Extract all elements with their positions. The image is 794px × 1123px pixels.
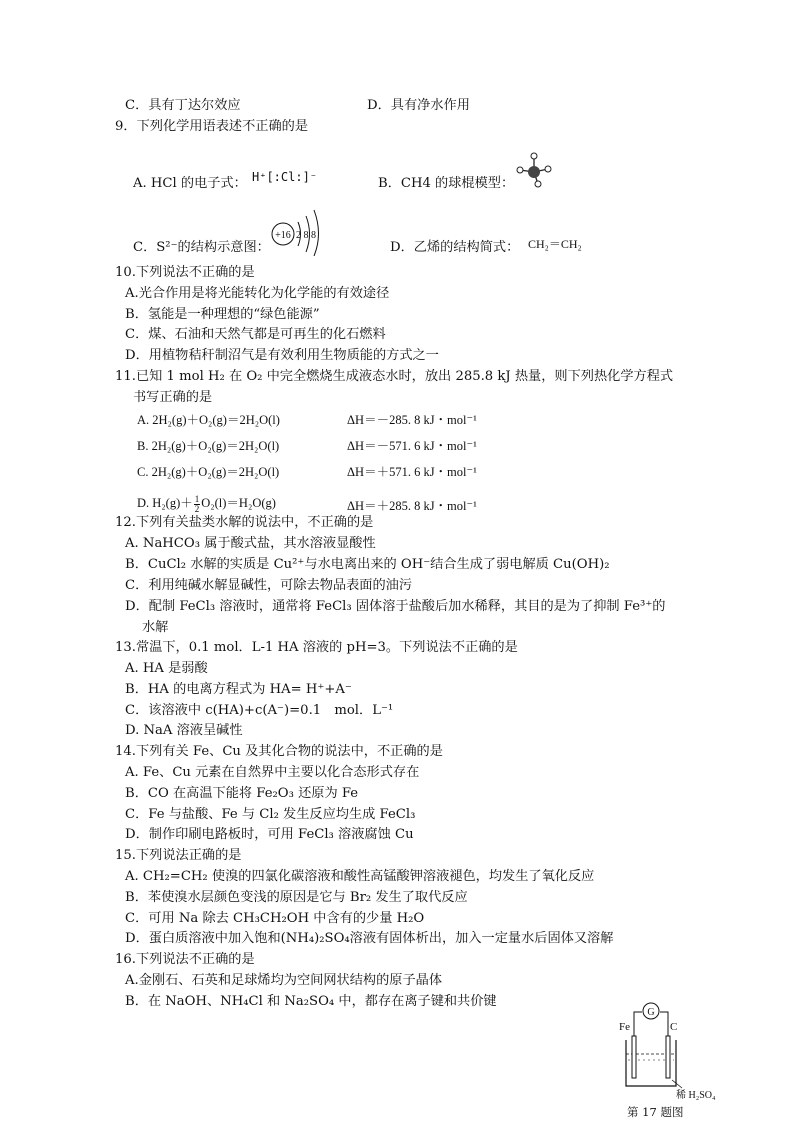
- c-electrode-label: C: [670, 1021, 678, 1033]
- q15-option-b: B．苯使溴水层颜色变浅的原因是它与 Br₂ 发生了取代反应: [125, 890, 468, 905]
- fe-electrode-label: Fe: [619, 1021, 630, 1033]
- q8-option-d: D．具有净水作用: [367, 98, 470, 113]
- q17-figure-caption: 第 17 题图: [627, 1105, 684, 1119]
- q9-option-b: B．CH4 的球棍模型：: [378, 176, 515, 191]
- q17-galvanic-cell-figure: [612, 998, 724, 1108]
- q11-stem-line1: 11.已知 1 mol H₂ 在 O₂ 中完全燃烧生成液态水时，放出 285.8 kJ 热量，则下列热化学方程式: [115, 369, 674, 384]
- q12-option-a: A. NaHCO₃ 属于酸式盐，其水溶液显酸性: [125, 536, 376, 551]
- q12-option-b: B．CuCl₂ 水解的实质是 Cu²⁺与水电离出来的 OH⁻结合生成了弱电解质 Cu(OH)₂: [125, 557, 610, 572]
- q14-option-d: D．制作印刷电路板时，可用 FeCl₃ 溶液腐蚀 Cu: [125, 827, 414, 842]
- q15-option-a: A. CH₂=CH₂ 使溴的四氯化碳溶液和酸性高锰酸钾溶液褪色，均发生了氧化反应: [125, 869, 595, 884]
- q15-stem: 15.下列说法正确的是: [115, 848, 242, 863]
- q13-stem: 13.常温下，0.1 mol．L-1 HA 溶液的 pH=3。下列说法不正确的是: [115, 640, 518, 655]
- q16-option-a: A.金刚石、石英和足球烯均为空间网状结构的原子晶体: [125, 973, 443, 988]
- q11-option-b-enthalpy: ΔH＝－571. 6 kJ・mol⁻¹: [347, 439, 477, 453]
- q10-option-c: C．煤、石油和天然气都是可再生的化石燃料: [125, 327, 386, 342]
- q11-option-d-equation: [137, 493, 276, 514]
- q13-option-d: D. NaA 溶液呈碱性: [125, 723, 243, 738]
- q12-option-c: C．利用纯碱水解显碱性，可除去物品表面的油污: [125, 578, 413, 593]
- q13-option-a: A. HA 是弱酸: [125, 661, 208, 676]
- q9-option-a: A. HCl 的电子式：: [133, 176, 247, 191]
- q9-ethylene-formula: CH₂＝CH₂: [528, 237, 582, 251]
- q10-option-b: B．氢能是一种理想的“绿色能源”: [125, 307, 320, 322]
- q11-option-a-enthalpy: ΔH＝－285. 8 kJ・mol⁻¹: [347, 413, 477, 427]
- s2-ion-structure-diagram: [268, 204, 330, 256]
- q9-hcl-electron-formula: H⁺[:Cl:]⁻: [252, 170, 318, 184]
- q9-stem: 9．下列化学用语表述不正确的是: [115, 119, 309, 134]
- q10-option-d: D．用植物秸秆制沼气是有效利用生物质能的方式之一: [125, 348, 439, 363]
- q9-option-d: D．乙烯的结构简式：: [390, 240, 520, 255]
- q11-option-b-equation: B. 2H₂(g)＋O₂(g)＝2H₂O(l): [137, 439, 280, 453]
- q10-option-a: A.光合作用是将光能转化为化学能的有效途径: [125, 286, 390, 301]
- c-electrode: [666, 1036, 670, 1078]
- q11-option-c-equation: C. 2H₂(g)＋O₂(g)＝2H₂O(l): [137, 465, 280, 479]
- q9-option-c: C．S²⁻的结构示意图：: [133, 240, 270, 255]
- q11-stem-line2: 书写正确的是: [133, 390, 213, 405]
- q14-option-a: A. Fe、Cu 元素在自然界中主要以化合态形式存在: [125, 765, 420, 780]
- q14-stem: 14.下列有关 Fe、Cu 及其化合物的说法中，不正确的是: [115, 744, 443, 759]
- dilute-sulfuric-acid-label: 稀 H₂SO₄: [676, 1090, 716, 1101]
- q11-option-d-left: D. H₂(g)＋: [137, 496, 193, 510]
- q16-stem: 16.下列说法不正确的是: [115, 952, 255, 967]
- q12-option-d-line1: D．配制 FeCl₃ 溶液时，通常将 FeCl₃ 固体溶于盐酸后加水稀释，其目的是为了抑制 Fe³⁺的: [125, 599, 666, 614]
- q14-option-c: C．Fe 与盐酸、Fe 与 Cl₂ 发生反应均生成 FeCl₃: [125, 807, 416, 822]
- q12-stem: 12.下列有关盐类水解的说法中，不正确的是: [115, 515, 374, 530]
- ch4-ball-stick-model-icon: [514, 150, 554, 190]
- q11-option-c-enthalpy: ΔH＝＋571. 6 kJ・mol⁻¹: [347, 465, 477, 479]
- q14-option-b: B．CO 在高温下能将 Fe₂O₃ 还原为 Fe: [125, 786, 359, 801]
- s2-shell-counts: 2 8 8: [296, 230, 316, 241]
- fraction-denominator: 2: [194, 503, 200, 514]
- q10-stem: 10.下列说法不正确的是: [115, 265, 255, 280]
- q15-option-c: C．可用 Na 除去 CH₃CH₂OH 中含有的少量 H₂O: [125, 911, 425, 926]
- q11-option-a-equation: A. 2H₂(g)＋O₂(g)＝2H₂O(l): [137, 413, 280, 427]
- q15-option-d: D．蛋白质溶液中加入饱和(NH₄)₂SO₄溶液有固体析出，加入一定量水后固体又溶解: [125, 931, 614, 946]
- s2-nucleus-label: +16: [275, 230, 291, 241]
- q11-option-d-right: O₂(l)＝H₂O(g): [201, 496, 276, 510]
- half-fraction: [194, 495, 201, 514]
- q13-option-c: C．该溶液中 c(HA)+c(A⁻)=0.1 mol．L⁻¹: [125, 703, 394, 718]
- q16-option-b: B．在 NaOH、NH₄Cl 和 Na₂SO₄ 中，都存在离子键和共价键: [125, 994, 497, 1009]
- fraction-numerator: 1: [194, 493, 200, 504]
- fe-electrode: [632, 1036, 636, 1078]
- q11-option-d-enthalpy: ΔH＝＋285. 8 kJ・mol⁻¹: [347, 499, 477, 513]
- q12-option-d-line2: 水解: [142, 620, 169, 635]
- galvanometer-label: G: [647, 1007, 655, 1018]
- q8-option-c: C．具有丁达尔效应: [125, 98, 241, 113]
- q13-option-b: B．HA 的电离方程式为 HA= H⁺+A⁻: [125, 682, 352, 697]
